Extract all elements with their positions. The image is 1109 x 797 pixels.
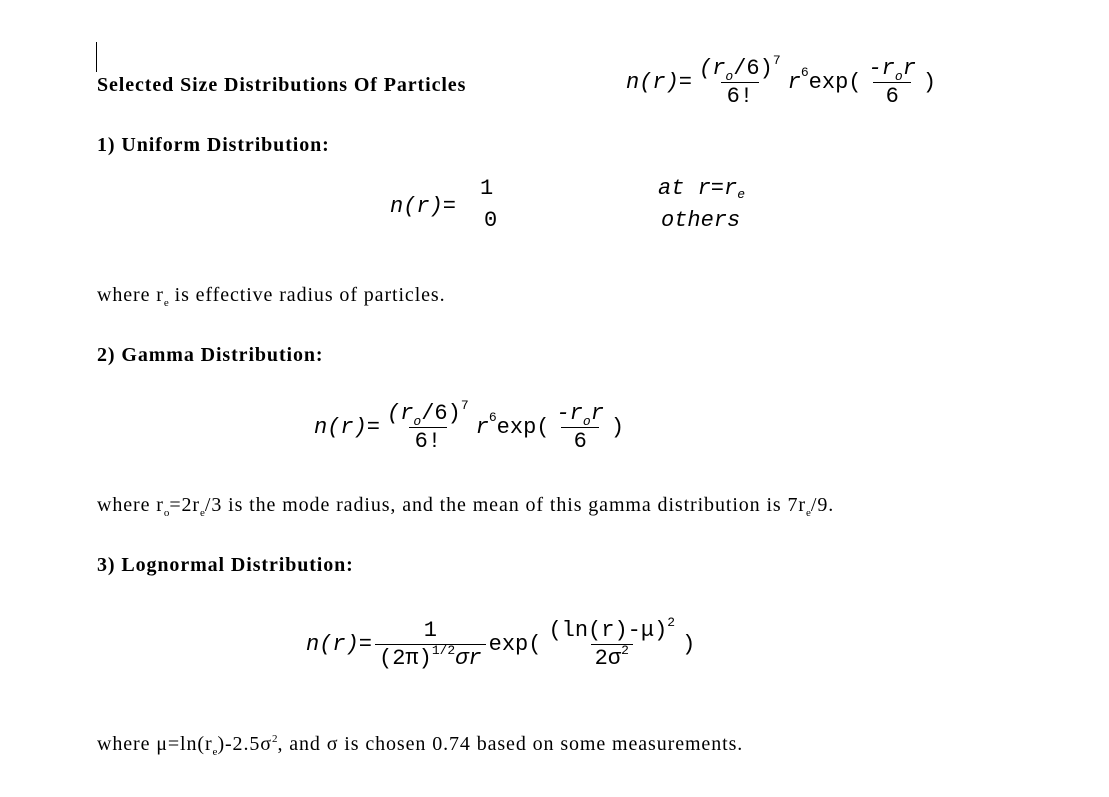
lognormal-lhs: n(r)=: [306, 632, 373, 657]
header-exp-den: 6: [873, 82, 911, 109]
header-exp-fraction: [864, 56, 919, 109]
header-power-base: r: [787, 70, 801, 95]
gamma-close: ): [610, 415, 625, 440]
header-exp-label: exp(: [808, 70, 862, 95]
uniform-top-value: [480, 176, 493, 201]
gamma-num-sup: 7: [460, 398, 469, 413]
gamma-exp-den: 6: [561, 427, 599, 454]
gamma-exp-num-rest: r: [590, 401, 604, 426]
uniform-bottom-condition-text: others: [661, 208, 741, 233]
header-exp-num-rest: r: [902, 56, 916, 81]
lognormal-exp-den-sup: 2: [621, 643, 629, 658]
gamma-exp-num: -r: [556, 401, 583, 426]
lognormal-den-part2: σr: [455, 646, 482, 671]
gamma-num-rest: /6): [421, 401, 461, 426]
header-num-sub: o: [725, 69, 734, 84]
gamma-note-sub3: e: [805, 507, 811, 519]
lognormal-exp-num-sup: 2: [667, 615, 676, 630]
lognormal-note-part1: where μ=ln(r: [97, 733, 213, 755]
lognormal-note-sub1: e: [212, 746, 218, 758]
uniform-note-sub: e: [163, 297, 169, 309]
header-close: ): [922, 70, 937, 95]
gamma-power-base: r: [475, 415, 489, 440]
header-formula-lhs: n(r)=: [626, 70, 693, 95]
gamma-num: (r: [387, 401, 414, 426]
uniform-bottom-value: [484, 208, 497, 233]
gamma-note-part2: =2r: [169, 494, 200, 516]
gamma-lhs: n(r)=: [314, 415, 381, 440]
gamma-note-part4: /9.: [810, 494, 835, 516]
gamma-note: [97, 494, 834, 517]
lognormal-note-part2: )-2.5σ: [217, 733, 272, 755]
lognormal-exp-num: (ln(r)-μ): [548, 618, 668, 643]
uniform-top-value-text: 1: [480, 176, 494, 201]
lognormal-note: [97, 733, 743, 756]
header-exp-num: -r: [868, 56, 895, 81]
gamma-den: 6!: [409, 427, 447, 454]
gamma-note-sub1: o: [163, 507, 170, 519]
lognormal-fraction: [375, 618, 486, 671]
header-num: (r: [699, 56, 726, 81]
gamma-exp-label: exp(: [496, 415, 550, 440]
gamma-exp-fraction: [552, 401, 607, 454]
uniform-formula-lhs: [390, 194, 456, 219]
page-title: Selected Size Distributions Of Particles: [97, 74, 467, 96]
lognormal-close: ): [682, 632, 696, 657]
uniform-top-condition: [658, 176, 745, 201]
lognormal-note-sup: 2: [271, 733, 278, 745]
lognormal-den-part1: (2π): [379, 646, 432, 671]
gamma-num-sub: o: [413, 414, 422, 429]
gamma-note-part3: /3 is the mode radius, and the mean of this gamma distribution is 7r: [204, 494, 806, 516]
gamma-formula: [314, 398, 625, 454]
gamma-power-sup: 6: [488, 410, 497, 425]
header-exp-num-sub: o: [894, 69, 903, 84]
uniform-bottom-condition: [661, 208, 740, 233]
header-den: 6!: [721, 82, 759, 109]
section-heading-gamma: 2) Gamma Distribution:: [97, 344, 324, 366]
gamma-fraction: [383, 398, 473, 454]
lognormal-den-sup: 1/2: [431, 643, 456, 658]
uniform-note: [97, 284, 446, 307]
uniform-note-prefix: where r: [97, 284, 164, 306]
section-heading-uniform: 1) Uniform Distribution:: [97, 134, 330, 156]
header-num-rest: /6): [733, 56, 773, 81]
header-power-sup: 6: [800, 65, 809, 80]
uniform-bottom-value-text: 0: [484, 208, 498, 233]
lognormal-formula: [306, 615, 696, 671]
header-formula: [626, 53, 937, 109]
gamma-note-part1: where r: [97, 494, 164, 516]
lognormal-exp-label: exp(: [488, 632, 542, 657]
section-heading-lognormal: 3) Lognormal Distribution:: [97, 554, 354, 576]
lognormal-note-part3: , and σ is chosen 0.74 based on some measurements.: [277, 733, 744, 755]
lognormal-num: 1: [423, 618, 437, 643]
text-cursor: [96, 42, 97, 72]
header-num-sup: 7: [772, 53, 781, 68]
uniform-note-suffix: is effective radius of particles.: [168, 284, 446, 306]
gamma-exp-num-sub: o: [582, 414, 591, 429]
lognormal-exp-fraction: [544, 615, 679, 671]
header-formula-fraction: [695, 53, 785, 109]
uniform-top-condition-sub: e: [737, 187, 746, 202]
lognormal-exp-den: 2σ: [594, 646, 622, 671]
gamma-note-sub2: e: [199, 507, 205, 519]
uniform-lhs: n(r)=: [390, 194, 457, 219]
uniform-top-condition-text: at r=r: [658, 176, 738, 201]
